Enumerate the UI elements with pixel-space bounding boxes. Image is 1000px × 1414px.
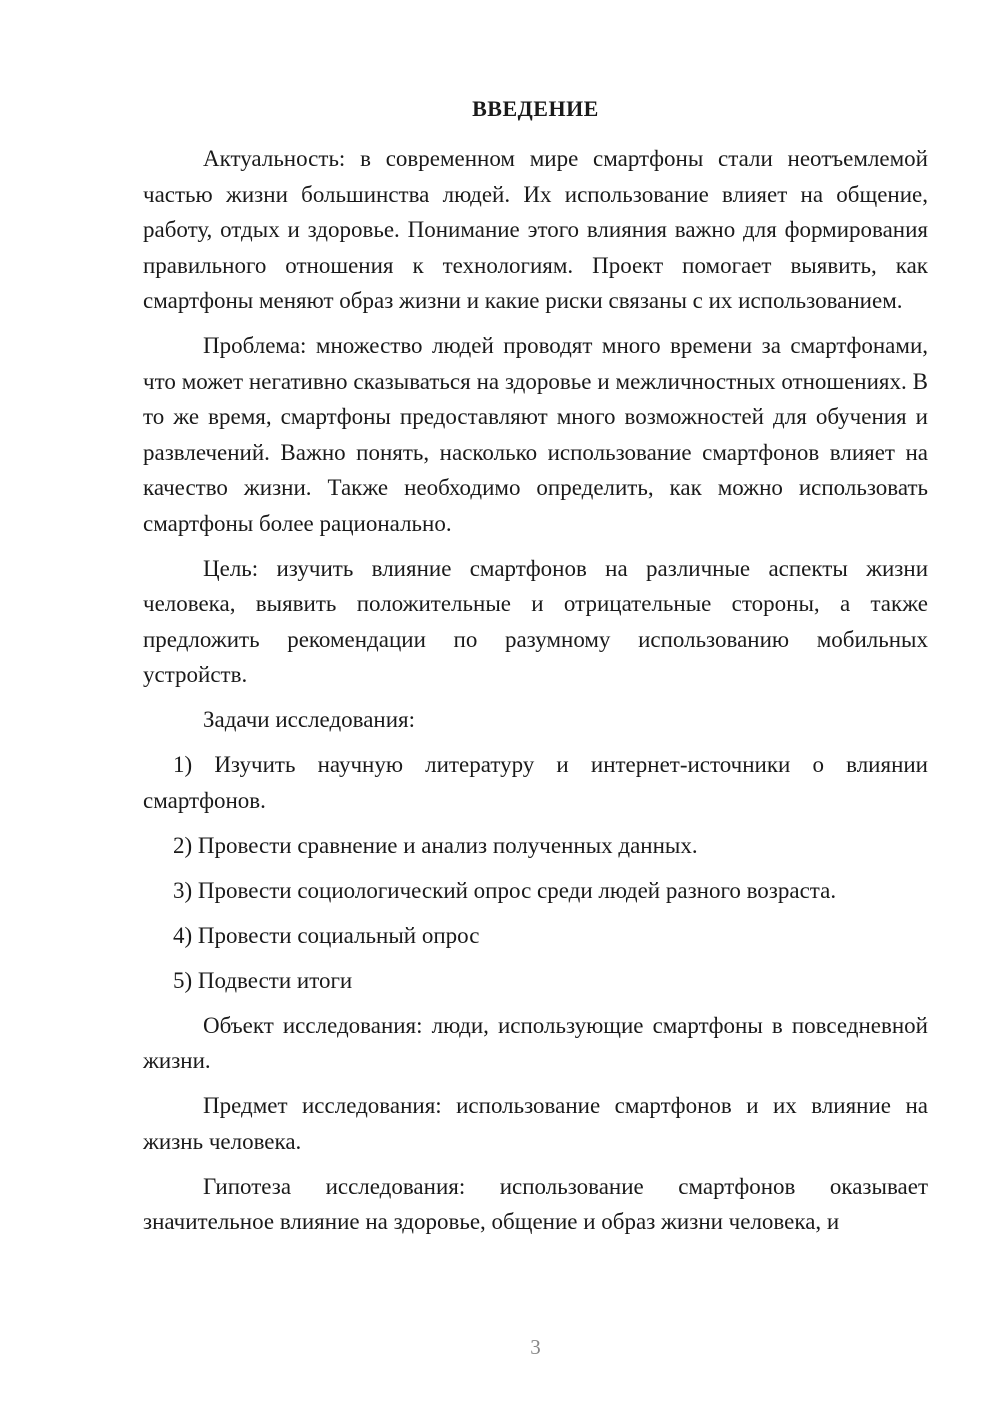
paragraph-relevance: Актуальность: в современном мире смартфоны стали неотъемлемой частью жизни большинства людей. Их использование влияет на общение, работу, отдых и здоровье. Понимание этого влияния важно для формирования правильного отношения к технологиям. Проект помогает выявить, как смартфоны меняют образ жизни и какие риски связаны с их использованием. [143, 146, 928, 313]
paragraph-problem: Проблема: множество людей проводят много времени за смартфонами, что может негативно сказываться на здоровье и межличностных отношениях. В то же время, смартфоны предоставляют много возможностей для обучения и развлечений. Важно понять, насколько использование смартфонов влияет на качество жизни. Также необходимо определить, как можно использовать смартфоны более рационально. [143, 333, 928, 536]
document-body [143, 141, 928, 1240]
task-item: 5) Подвести итоги [173, 967, 353, 993]
paragraph-hypothesis: Гипотеза исследования: использование смартфонов оказывает значительное влияние на здоровье, общение и образ жизни человека, и [143, 1173, 928, 1234]
document-page [143, 0, 928, 1414]
task-item: 4) Провести социальный опрос [173, 922, 480, 948]
task-item: 1) Изучить научную литературу и интернет-источники о влиянии смартфонов. [143, 752, 928, 813]
paragraph-subject: Предмет исследования: использование смартфонов и их влияние на жизнь человека. [143, 1093, 928, 1154]
task-item: 3) Провести социологический опрос среди людей разного возраста. [173, 877, 837, 903]
task-item: 2) Провести сравнение и анализ полученных данных. [173, 832, 698, 858]
paragraph-object: Объект исследования: люди, использующие смартфоны в повседневной жизни. [143, 1012, 928, 1073]
paragraph-goal: Цель: изучить влияние смартфонов на различные аспекты жизни человека, выявить положительные и отрицательные стороны, а также предложить рекомендации по разумному использованию мобильных устройств. [143, 555, 928, 687]
page-number: 3 [530, 1335, 541, 1359]
tasks-heading: Задачи исследования: [203, 707, 416, 732]
page-title: ВВЕДЕНИЕ [472, 96, 599, 121]
